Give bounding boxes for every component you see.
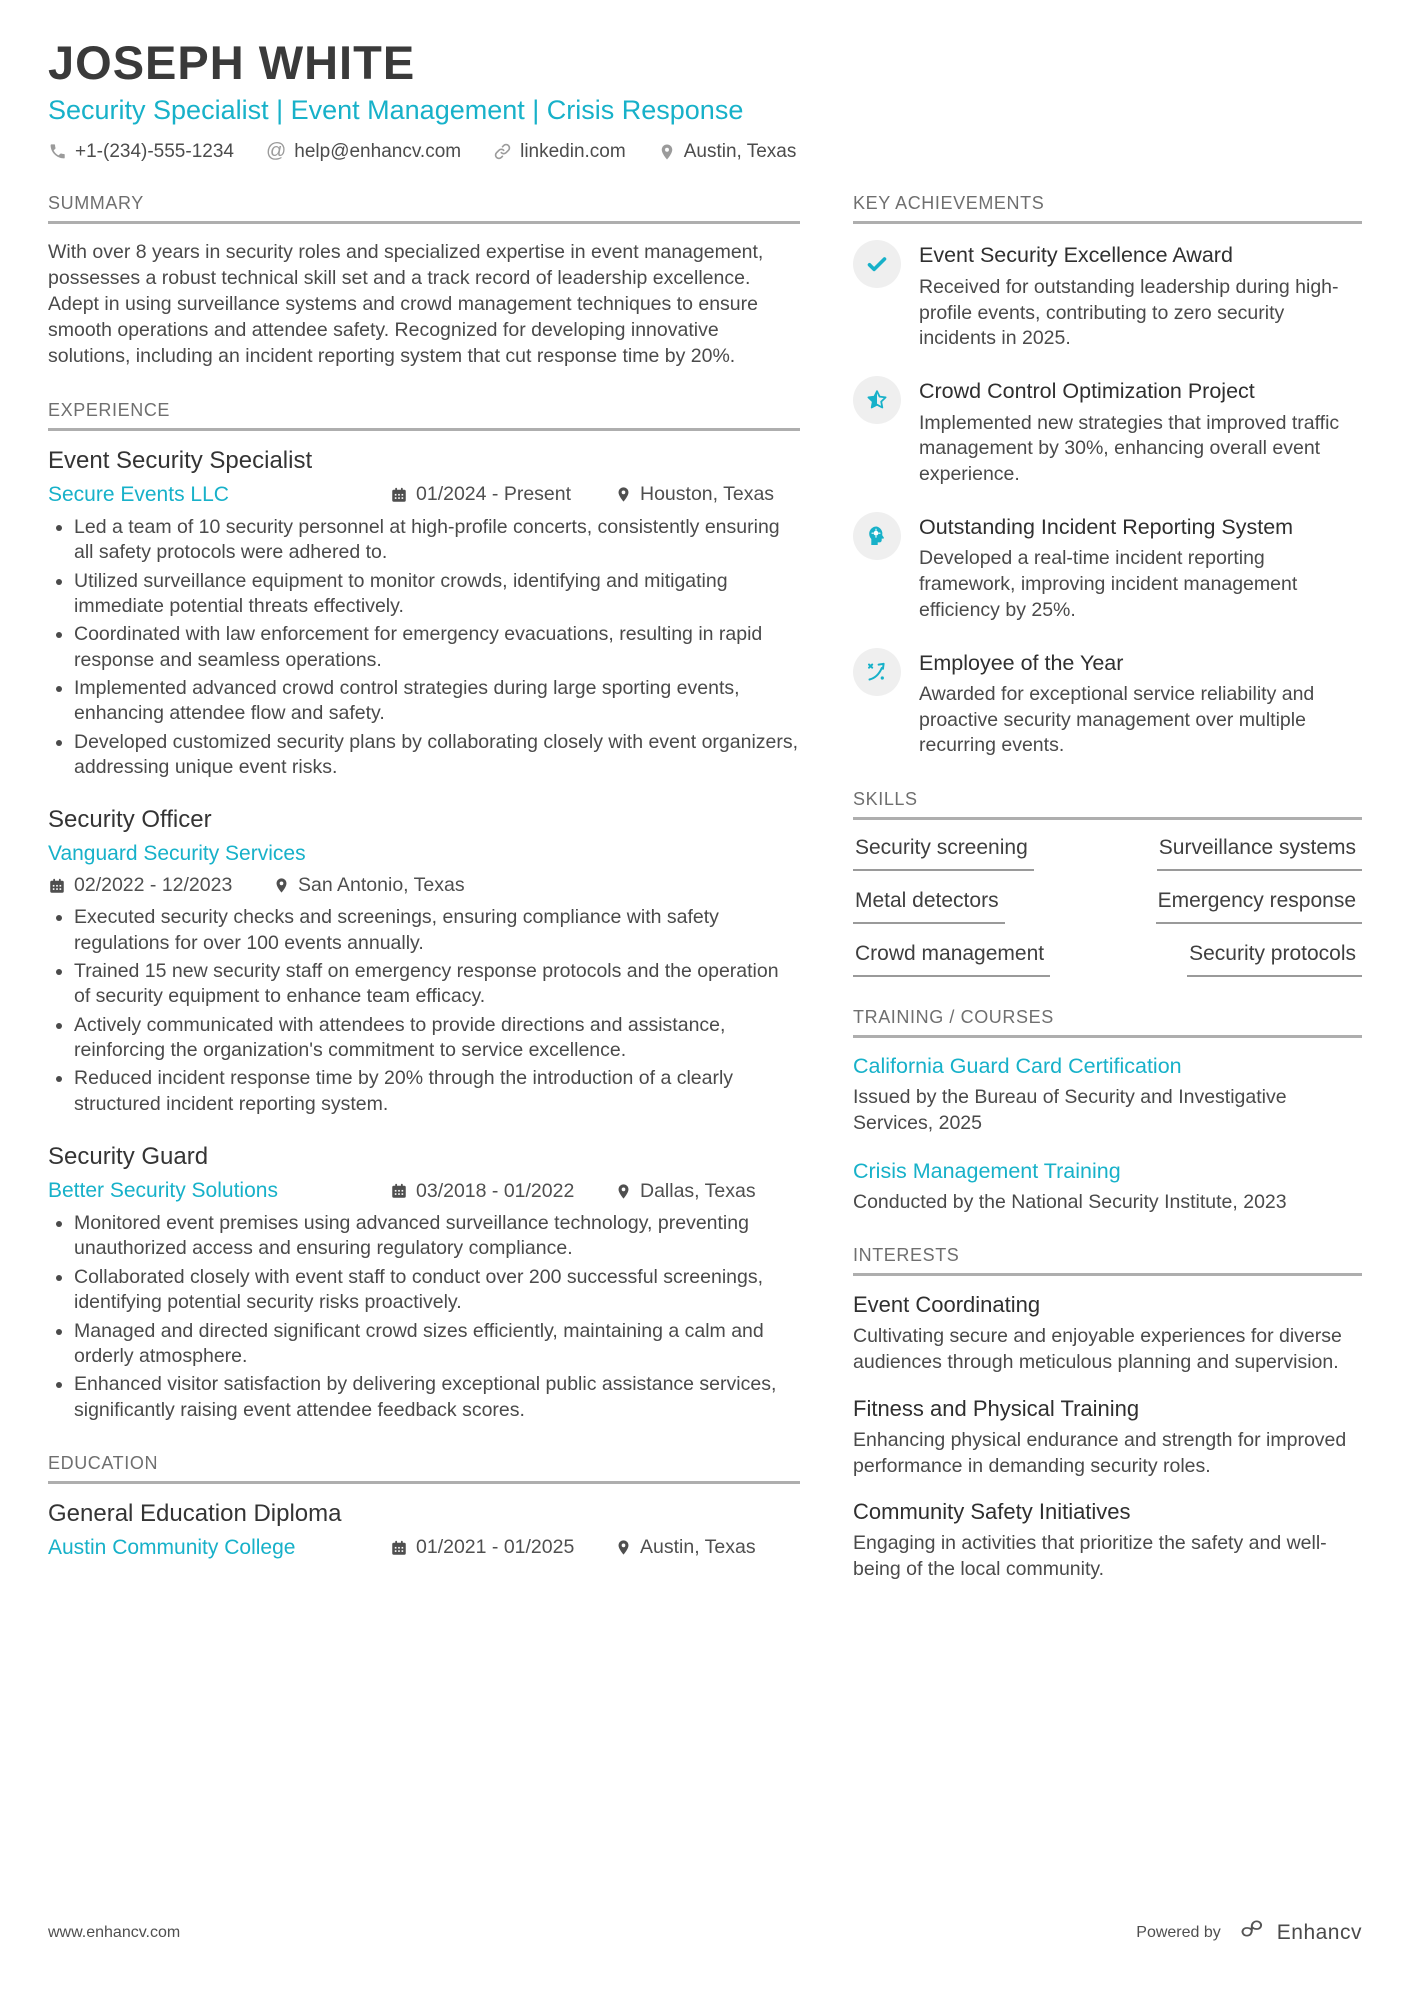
- calendar-icon: [390, 486, 408, 504]
- training-heading: TRAINING / COURSES: [853, 1007, 1362, 1038]
- calendar-icon: [390, 1539, 408, 1557]
- skill-item: Surveillance systems: [1157, 836, 1362, 871]
- achievement-item: [853, 240, 1362, 352]
- contact-linkedin[interactable]: [493, 141, 626, 163]
- check-icon: [853, 240, 901, 288]
- job-location: [273, 874, 465, 897]
- job-bullet: • Implemented advanced crowd control strategies during large sporting events, enhancing attendee flow and safety.: [74, 676, 800, 727]
- school-row: [48, 1536, 800, 1560]
- job-location: [615, 483, 774, 506]
- interest-title: Event Coordinating: [853, 1292, 1041, 1318]
- school-link[interactable]: Austin Community College: [48, 1535, 296, 1559]
- job-title: Security Guard: [48, 1143, 209, 1171]
- job-bullet: • Collaborated closely with event staff to conduct over 200 successful screenings, identifying potential security risks proactively.: [74, 1265, 800, 1316]
- job-bullet: • Reduced incident response time by 20% through the introduction of a clearly structured incident reporting system.: [74, 1066, 800, 1117]
- footer-branding: [1136, 1918, 1362, 1947]
- interest-title: Community Safety Initiatives: [853, 1499, 1131, 1525]
- education-location: [615, 1536, 756, 1559]
- achievement-item: [853, 376, 1362, 488]
- achievement-body: [919, 240, 1362, 352]
- job-location-text: San Antonio, Texas: [298, 874, 465, 897]
- job-dates: [390, 1180, 615, 1203]
- location-icon: [658, 143, 676, 161]
- job-bullet: • Enhanced visitor satisfaction by delivering exceptional public assistance services, significantly raising event attendee feedback scores.: [74, 1372, 800, 1423]
- skill-row: [853, 942, 1362, 977]
- education-dates-text: 01/2021 - 01/2025: [416, 1536, 575, 1559]
- course-title-link[interactable]: California Guard Card Certification: [853, 1054, 1182, 1079]
- achievement-description: Received for outstanding leadership during high-profile events, contributing to zero security incidents in 2025.: [919, 275, 1339, 350]
- contact-location: [658, 141, 797, 163]
- candidate-name: JOSEPH WHITE: [48, 36, 416, 89]
- interest-description: Cultivating secure and enjoyable experiences for diverse audiences through meticulous planning and supervision.: [853, 1325, 1342, 1374]
- skills-heading: SKILLS: [853, 789, 1362, 820]
- job-entry: [48, 806, 800, 1117]
- achievement-description: Awarded for exceptional service reliability and proactive security management over multiple recurring events.: [919, 683, 1315, 757]
- interest-item: [853, 1499, 1362, 1582]
- job-title: Security Officer: [48, 806, 212, 834]
- skill-item: Emergency response: [1156, 889, 1362, 924]
- contact-linkedin-text: linkedin.com: [520, 140, 626, 162]
- enhancv-brand-link[interactable]: [1235, 1918, 1362, 1947]
- interest-description: Engaging in activities that prioritize the safety and well-being of the local community.: [853, 1532, 1327, 1581]
- achievements-heading: KEY ACHIEVEMENTS: [853, 193, 1362, 224]
- course-item: [853, 1054, 1362, 1136]
- skills-section: [853, 789, 1362, 977]
- powered-by-label: Powered by: [1136, 1923, 1221, 1941]
- company-link[interactable]: Secure Events LLC: [48, 482, 229, 506]
- header: [48, 38, 1362, 163]
- candidate-headline: Security Specialist | Event Management | Crisis Response: [48, 95, 744, 126]
- calendar-icon: [48, 877, 66, 895]
- contact-phone-text: +1-(234)-555-1234: [75, 140, 234, 162]
- pin-icon: [615, 1183, 632, 1200]
- skill-item: Security protocols: [1187, 942, 1362, 977]
- achievement-description: Implemented new strategies that improved traffic management by 30%, enhancing overall event experience.: [919, 411, 1340, 486]
- achievement-title: Outstanding Incident Reporting System: [919, 514, 1294, 539]
- job-location: [615, 1180, 756, 1203]
- content-columns: [48, 193, 1362, 1612]
- interests-section: [853, 1245, 1362, 1582]
- phone-icon: [48, 142, 67, 161]
- pin-icon: [615, 486, 632, 503]
- contact-location-text: Austin, Texas: [683, 140, 797, 162]
- pin-icon: [615, 1539, 632, 1556]
- job-location-text: Dallas, Texas: [640, 1179, 756, 1202]
- interests-heading: INTERESTS: [853, 1245, 1362, 1276]
- job-meta-row: [48, 874, 800, 897]
- interest-item: [853, 1396, 1362, 1479]
- summary-text: With over 8 years in security roles and specialized expertise in event management, possesses a robust technical skill set and a track record of leadership excellence. Adept in using surveillance systems and crowd management techniques to ensure smooth operations and attendee safety. Recognized for developing innovative solutions, including an incident reporting system that cut response time by 20%.: [48, 241, 764, 368]
- job-bullet: • Trained 15 new security staff on emergency response protocols and the operation of security equipment to enhance team efficacy.: [74, 959, 800, 1010]
- skill-row: [853, 889, 1362, 924]
- experience-heading: EXPERIENCE: [48, 400, 800, 431]
- job-dates: [390, 483, 615, 506]
- contact-row: [48, 140, 1362, 163]
- contact-email-text: help@enhancv.com: [294, 140, 462, 162]
- star-icon: [853, 376, 901, 424]
- job-company-row: [48, 1179, 800, 1203]
- skill-item: Security screening: [853, 836, 1034, 871]
- job-bullet: • Executed security checks and screenings, ensuring compliance with safety regulations for over 100 events annually.: [74, 905, 800, 956]
- job-bullets: [48, 1211, 800, 1423]
- summary-section: [48, 193, 800, 370]
- education-dates: [390, 1536, 615, 1559]
- calendar-icon: [390, 1182, 408, 1200]
- contact-email[interactable]: [266, 140, 461, 163]
- course-title-link[interactable]: Crisis Management Training: [853, 1158, 1121, 1183]
- link-icon: [493, 142, 512, 161]
- footer-website-link[interactable]: www.enhancv.com: [48, 1923, 181, 1941]
- company-link[interactable]: Vanguard Security Services: [48, 842, 306, 866]
- footer: [48, 1918, 1362, 1947]
- job-bullet: • Monitored event premises using advanced surveillance technology, preventing unauthorized access and ensuring regulatory compliance.: [74, 1211, 800, 1262]
- achievement-title: Crowd Control Optimization Project: [919, 379, 1255, 404]
- achievement-body: [919, 512, 1362, 624]
- job-bullet: • Utilized surveillance equipment to monitor crowds, identifying and mitigating immediate potential threats effectively.: [74, 569, 800, 620]
- idea-head-icon: [853, 512, 901, 560]
- job-dates-text: 02/2022 - 12/2023: [74, 874, 233, 897]
- job-company-row: [48, 842, 800, 866]
- strategy-arrow-icon: [853, 648, 901, 696]
- achievement-description: Developed a real-time incident reporting framework, improving incident management efficiency by 25%.: [919, 547, 1298, 621]
- job-title: Event Security Specialist: [48, 446, 313, 474]
- job-location-text: Houston, Texas: [640, 483, 775, 506]
- achievements-section: [853, 193, 1362, 759]
- job-dates-text: 03/2018 - 01/2022: [416, 1179, 575, 1202]
- left-column: [48, 193, 800, 1612]
- job-entry: [48, 1143, 800, 1423]
- course-description: Issued by the Bureau of Security and Investigative Services, 2025: [853, 1086, 1287, 1134]
- contact-phone[interactable]: [48, 141, 234, 163]
- education-location-text: Austin, Texas: [640, 1536, 756, 1559]
- education-heading: EDUCATION: [48, 1453, 800, 1484]
- course-description: Conducted by the National Security Institute, 2023: [853, 1190, 1287, 1213]
- job-company-row: [48, 483, 800, 507]
- achievement-item: [853, 512, 1362, 624]
- enhancv-brand-name: Enhancv: [1276, 1920, 1362, 1944]
- pin-icon: [273, 877, 290, 894]
- email-icon: @: [265, 140, 287, 163]
- job-bullet: • Managed and directed significant crowd sizes efficiently, maintaining a calm and orderly atmosphere.: [74, 1319, 800, 1370]
- job-bullet: • Led a team of 10 security personnel at high-profile concerts, consistently ensuring all safety protocols were adhered to.: [74, 515, 800, 566]
- achievement-title: Event Security Excellence Award: [919, 243, 1233, 268]
- job-bullet: • Coordinated with law enforcement for emergency evacuations, resulting in rapid response and seamless operations.: [74, 622, 800, 673]
- achievement-title: Employee of the Year: [919, 650, 1124, 675]
- job-bullets: [48, 515, 800, 780]
- achievement-body: [919, 376, 1362, 488]
- company-link[interactable]: Better Security Solutions: [48, 1179, 278, 1203]
- skill-row: [853, 836, 1362, 871]
- interest-description: Enhancing physical endurance and strength for improved performance in demanding security roles.: [853, 1428, 1347, 1477]
- interest-item: [853, 1292, 1362, 1375]
- skill-item: Metal detectors: [853, 889, 1005, 924]
- course-item: [853, 1159, 1362, 1216]
- interest-title: Fitness and Physical Training: [853, 1395, 1140, 1421]
- enhancv-logo-icon: [1235, 1918, 1269, 1947]
- training-section: [853, 1007, 1362, 1215]
- degree-title: General Education Diploma: [48, 1499, 342, 1527]
- achievement-item: [853, 648, 1362, 760]
- education-section: [48, 1453, 800, 1560]
- summary-heading: SUMMARY: [48, 193, 800, 224]
- job-entry: [48, 447, 800, 780]
- job-bullets: [48, 905, 800, 1117]
- job-dates-text: 01/2024 - Present: [416, 483, 572, 506]
- achievement-body: [919, 648, 1362, 760]
- right-column: [853, 193, 1362, 1612]
- experience-section: [48, 400, 800, 1423]
- skill-item: Crowd management: [853, 942, 1050, 977]
- job-dates: [48, 874, 273, 897]
- job-bullet: • Actively communicated with attendees to provide directions and assistance, reinforcing the organization's commitment to service excellence.: [74, 1013, 800, 1064]
- job-bullet: • Developed customized security plans by collaborating closely with event organizers, addressing unique event risks.: [74, 730, 800, 781]
